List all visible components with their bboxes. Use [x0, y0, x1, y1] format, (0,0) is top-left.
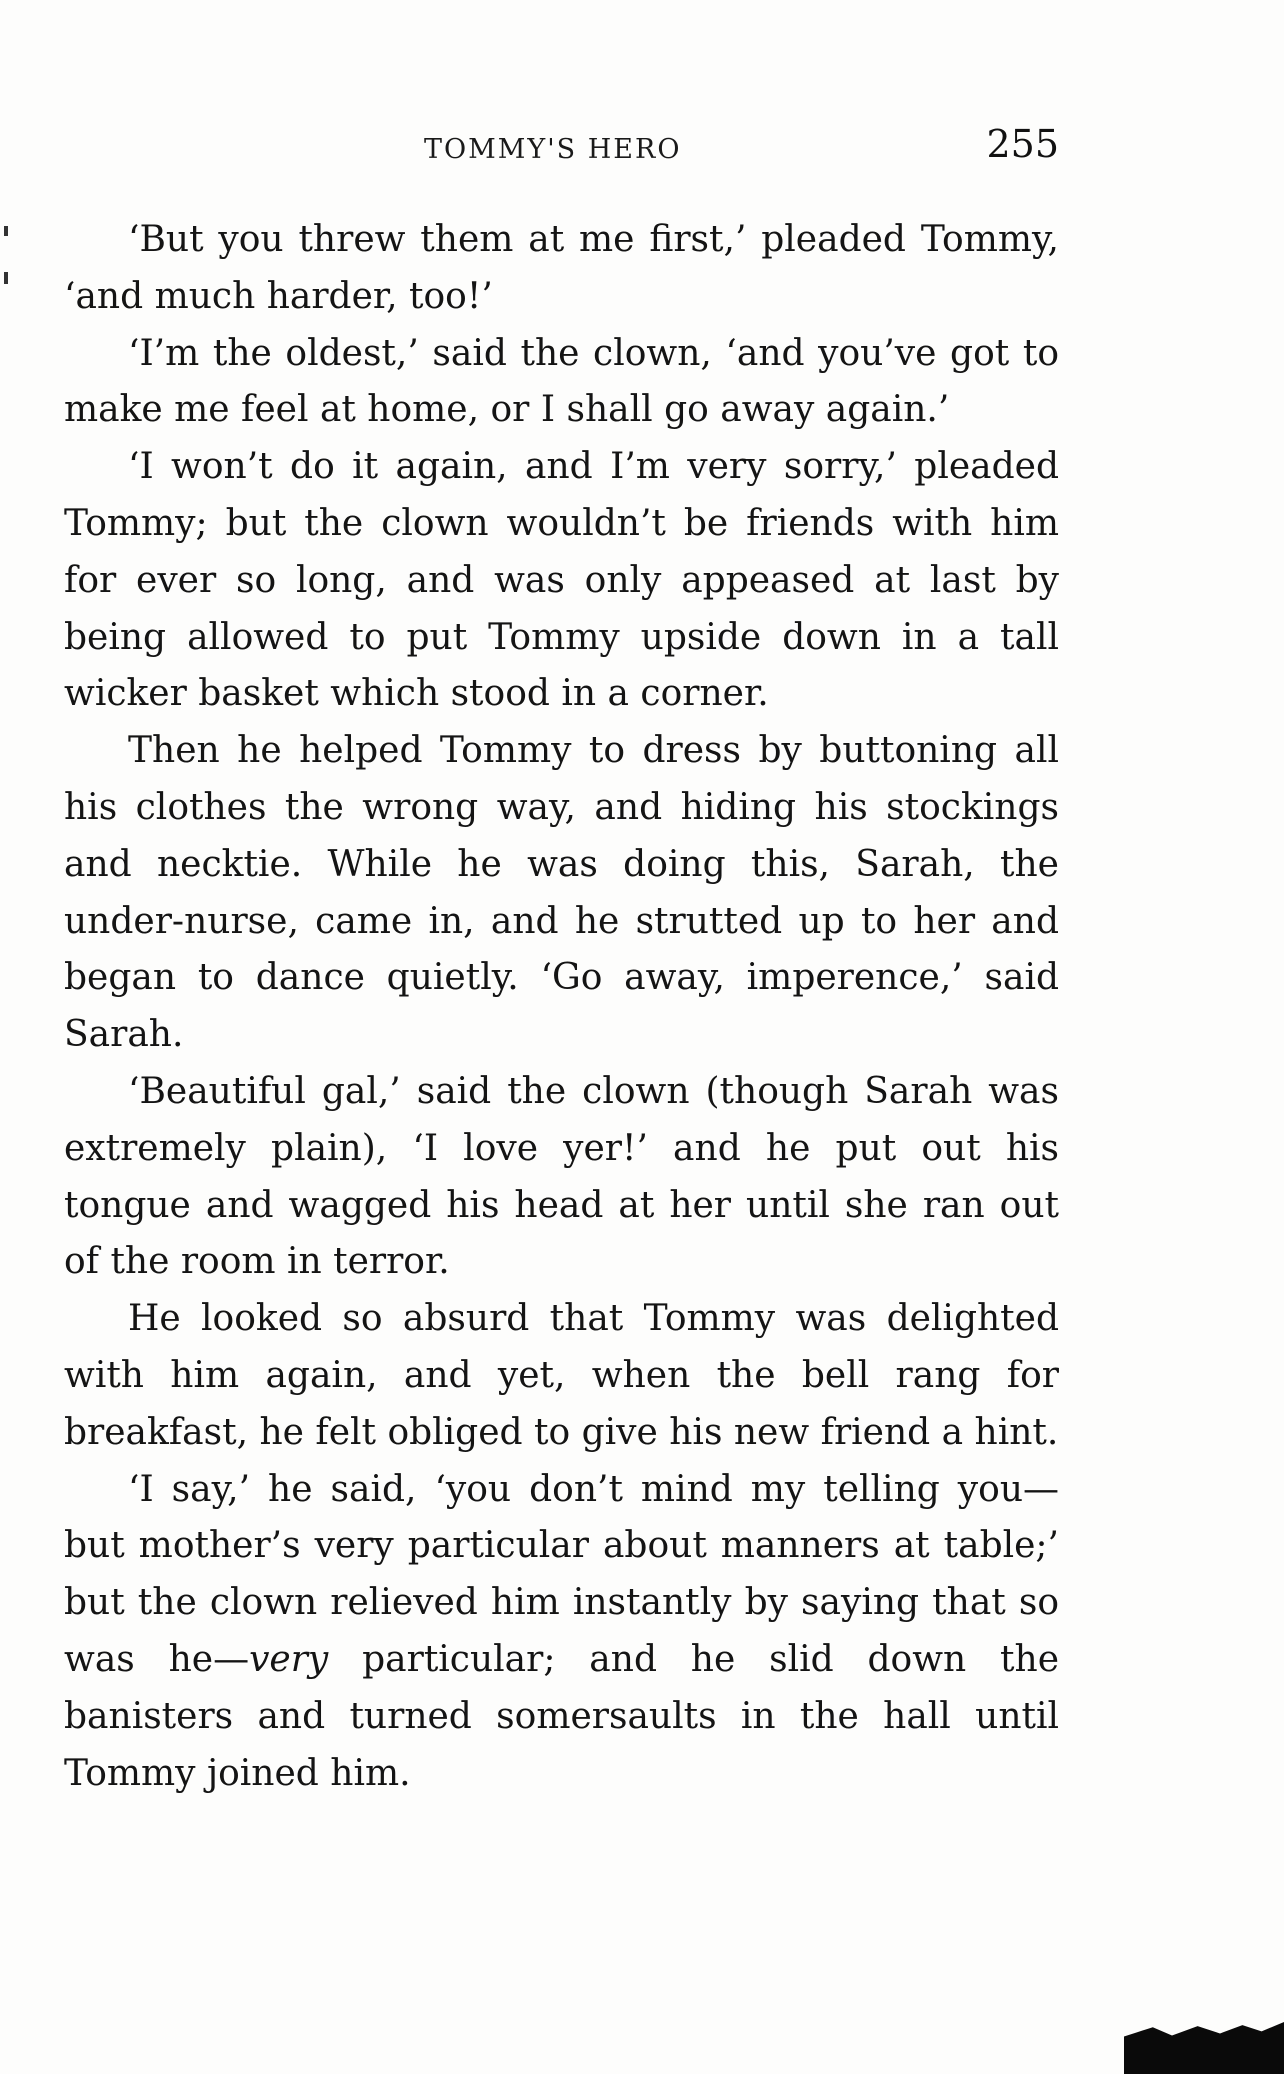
body-text [64, 212, 1059, 1802]
paragraph: ‘I’m the oldest,’ said the clown, ‘and you’ve got to make me feel at home, or I shall go away again.’ [64, 332, 1059, 431]
running-title: TOMMY'S HERO [424, 134, 682, 165]
paragraph: ‘But you threw them at me first,’ pleaded Tommy, ‘and much harder, too!’ [64, 219, 1059, 317]
emphasis-text: very [249, 1638, 329, 1680]
paragraph: ‘I won’t do it again, and I’m very sorry,’ pleaded Tommy; but the clown wouldn’t be friends with him for ever so long, and was only appeased at last by being allowed to put Tommy upside down in a tall wicker basket which stood in a corner. [64, 446, 1059, 715]
margin-mark [4, 226, 8, 236]
paragraph: ‘Beautiful gal,’ said the clown (though Sarah was extremely plain), ‘I love yer!’ and he put out his tongue and wagged his head at her until she ran out of the room in terror. [64, 1070, 1059, 1283]
margin-mark [4, 272, 8, 284]
paragraph-text: particular; and he slid down the banisters and turned somersaults in the hall until Tommy joined him. [64, 1638, 1059, 1794]
page-number: 255 [986, 122, 1059, 166]
paragraph [64, 1462, 1059, 1803]
paragraph: He looked so absurd that Tommy was delighted with him again, and yet, when the bell rang for breakfast, he felt obliged to give his new friend a hint. [64, 1298, 1059, 1453]
page-header [64, 122, 1059, 178]
page-edge-mark [1124, 2022, 1284, 2074]
paragraph: Then he helped Tommy to dress by buttoning all his clothes the wrong way, and hiding his stockings and necktie. While he was doing this, Sarah, the under-nurse, came in, and he strutted up to her and began to dance quietly. ‘Go away, imperence,’ said Sarah. [64, 730, 1059, 1056]
paragraph-text: ‘I say,’ he said, ‘you don’t mind my telling you—but mother’s very particular about manners at table;’ but the clown relieved him instantly by saying that so was he— [64, 1468, 1059, 1680]
